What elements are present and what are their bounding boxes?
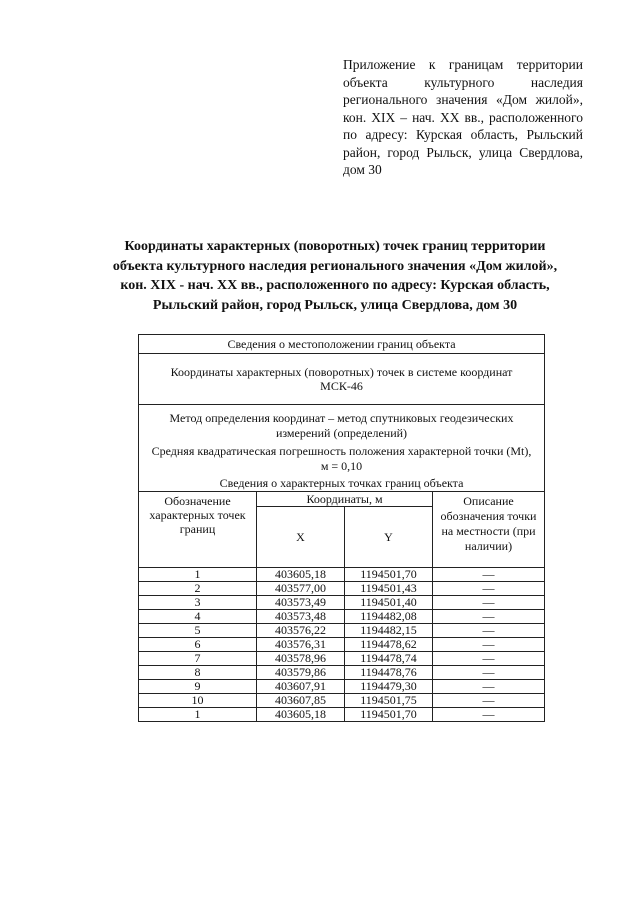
table-row bbox=[139, 596, 545, 610]
point-number: 4 bbox=[139, 610, 257, 624]
header-coordinates: Координаты, м bbox=[257, 492, 433, 507]
point-description: — bbox=[433, 680, 545, 694]
point-number: 10 bbox=[139, 694, 257, 708]
table-row bbox=[139, 666, 545, 680]
coord-y: 1194478,74 bbox=[345, 652, 433, 666]
point-number: 5 bbox=[139, 624, 257, 638]
coord-y: 1194478,76 bbox=[345, 666, 433, 680]
table-row bbox=[139, 708, 545, 722]
point-description: — bbox=[433, 666, 545, 680]
coord-x: 403576,22 bbox=[257, 624, 345, 638]
coord-system-cell: Координаты характерных (поворотных) точек в системе координат МСК-46 bbox=[139, 354, 545, 405]
coord-y: 1194478,62 bbox=[345, 638, 433, 652]
table-row bbox=[139, 652, 545, 666]
coord-x: 403605,18 bbox=[257, 568, 345, 582]
coord-y: 1194482,15 bbox=[345, 624, 433, 638]
coordinate-rows bbox=[139, 568, 545, 722]
method-cell bbox=[139, 405, 545, 492]
coord-x: 403607,91 bbox=[257, 680, 345, 694]
point-description: — bbox=[433, 708, 545, 722]
coord-system-row bbox=[139, 354, 545, 405]
point-number: 1 bbox=[139, 708, 257, 722]
header-y: Y bbox=[345, 507, 433, 568]
section-points-text: Сведения о характерных точках границ объекта bbox=[219, 476, 464, 490]
coord-x: 403578,96 bbox=[257, 652, 345, 666]
table-row bbox=[139, 638, 545, 652]
coord-x: 403573,48 bbox=[257, 610, 345, 624]
method-row bbox=[139, 405, 545, 492]
point-number: 7 bbox=[139, 652, 257, 666]
point-description: — bbox=[433, 582, 545, 596]
point-description: — bbox=[433, 638, 545, 652]
coord-y: 1194501,40 bbox=[345, 596, 433, 610]
coord-y: 1194482,08 bbox=[345, 610, 433, 624]
coord-x: 403577,00 bbox=[257, 582, 345, 596]
appendix-note: Приложение к границам территории объекта культурного наследия регионального значения «Дом жилой», кон. XIX – нач. XX вв., расположенного по адресу: Курская область, Рыльский район, город Рыльск, улица Свердлова, дом 30 bbox=[343, 57, 583, 177]
header-description: Описание обозначения точки на местности (при наличии) bbox=[433, 492, 545, 568]
coord-x: 403573,49 bbox=[257, 596, 345, 610]
point-description: — bbox=[433, 596, 545, 610]
point-description: — bbox=[433, 568, 545, 582]
section-location-row bbox=[139, 335, 545, 354]
header-x: X bbox=[257, 507, 345, 568]
table-row bbox=[139, 582, 545, 596]
table-row bbox=[139, 610, 545, 624]
coord-x: 403605,18 bbox=[257, 708, 345, 722]
document-title: Координаты характерных (поворотных) точек границ территории объекта культурного наследия регионального значения «Дом жилой», кон. XIX - нач. XX вв., расположенного по адресу: Курская область, Рыльский район, город Рыльск, улица Свердлова, дом 30 bbox=[112, 239, 558, 313]
coord-x: 403607,85 bbox=[257, 694, 345, 708]
point-description: — bbox=[433, 624, 545, 638]
point-number: 8 bbox=[139, 666, 257, 680]
coordinates-table bbox=[138, 334, 545, 722]
coord-x: 403576,31 bbox=[257, 638, 345, 652]
point-number: 2 bbox=[139, 582, 257, 596]
point-number: 9 bbox=[139, 680, 257, 694]
table-row bbox=[139, 624, 545, 638]
table-row bbox=[139, 568, 545, 582]
coord-y: 1194479,30 bbox=[345, 680, 433, 694]
point-description: — bbox=[433, 694, 545, 708]
table-row bbox=[139, 694, 545, 708]
header-row bbox=[139, 492, 545, 507]
point-number: 1 bbox=[139, 568, 257, 582]
section-location-cell: Сведения о местоположении границ объекта bbox=[139, 335, 545, 354]
coord-y: 1194501,70 bbox=[345, 568, 433, 582]
coord-y: 1194501,43 bbox=[345, 582, 433, 596]
header-designation: Обозначение характерных точек границ bbox=[139, 492, 257, 568]
coord-x: 403579,86 bbox=[257, 666, 345, 680]
table-row bbox=[139, 680, 545, 694]
accuracy-text: Средняя квадратическая погрешность положения характерной точки (Mt), м = 0,10 bbox=[151, 444, 532, 473]
point-description: — bbox=[433, 652, 545, 666]
method-text: Метод определения координат – метод спутниковых геодезических измерений (определений) bbox=[169, 411, 514, 440]
coord-y: 1194501,70 bbox=[345, 708, 433, 722]
point-number: 6 bbox=[139, 638, 257, 652]
point-number: 3 bbox=[139, 596, 257, 610]
coord-y: 1194501,75 bbox=[345, 694, 433, 708]
point-description: — bbox=[433, 610, 545, 624]
